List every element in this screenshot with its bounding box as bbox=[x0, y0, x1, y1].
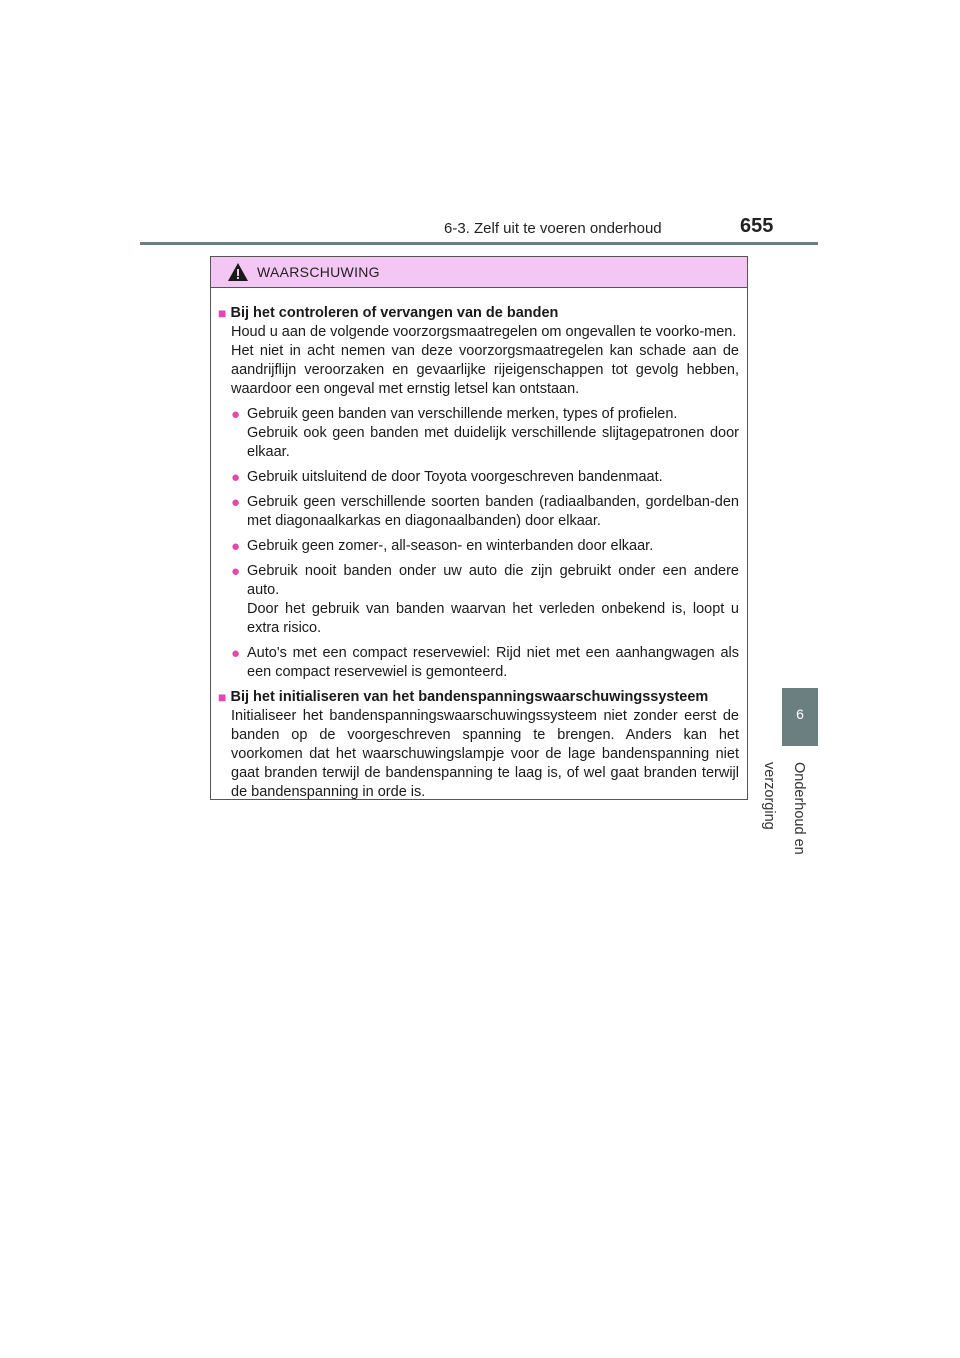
bullet-dot-icon: ● bbox=[231, 406, 241, 423]
paragraph: Het niet in acht nemen van deze voorzorgsmaatregelen kan schade aan de aandrijflijn veroorzaken en gevaarlijke rijeigenschappen tot gevolg hebben, waardoor een ongeval met ernstig letsel kan ontstaan. bbox=[231, 343, 739, 397]
bullet-dot-icon: ● bbox=[231, 538, 241, 555]
chapter-number: 6 bbox=[796, 706, 804, 722]
bullet-line: Gebruik geen zomer-, all-season- en winterbanden door elkaar. bbox=[247, 538, 654, 554]
warning-triangle-icon bbox=[227, 262, 249, 282]
section-title bbox=[218, 304, 739, 323]
bullet-line: Gebruik geen verschillende soorten banden (radiaalbanden, gordelban-den met diagonaalkarkas en diagonaalbanden) door elkaar. bbox=[247, 494, 739, 529]
bullet-line: Gebruik uitsluitend de door Toyota voorgeschreven bandenmaat. bbox=[247, 469, 663, 485]
chapter-label: Onderhoud en verzorging bbox=[761, 762, 807, 855]
square-bullet-icon: ■ bbox=[218, 689, 227, 705]
bullet-text bbox=[247, 468, 739, 487]
warning-body bbox=[211, 288, 747, 802]
bullet-text bbox=[247, 644, 739, 682]
bullet-dot-icon: ● bbox=[231, 494, 241, 511]
header-rule bbox=[140, 242, 818, 245]
warning-title: WAARSCHUWING bbox=[257, 264, 380, 280]
bullet-dot-icon: ● bbox=[231, 645, 241, 662]
warning-header bbox=[211, 257, 747, 288]
chapter-tab bbox=[782, 688, 818, 746]
bullet-line: Gebruik geen banden van verschillende merken, types of profielen. bbox=[247, 406, 678, 422]
bullet-text bbox=[247, 405, 739, 462]
bullet-item bbox=[231, 468, 739, 487]
bullet-dot-icon: ● bbox=[231, 469, 241, 486]
bullet-item bbox=[231, 537, 739, 556]
bullet-line: Door het gebruik van banden waarvan het verleden onbekend is, loopt u extra risico. bbox=[247, 601, 739, 636]
bullet-item bbox=[231, 562, 739, 638]
bullet-text bbox=[247, 562, 739, 638]
paragraph: Houd u aan de volgende voorzorgsmaatregelen om ongevallen te voorko-men. bbox=[231, 324, 737, 340]
section-title-text: Bij het controleren of vervangen van de banden bbox=[230, 305, 559, 321]
warning-box bbox=[210, 256, 748, 800]
bullet-item bbox=[231, 493, 739, 531]
bullet-item bbox=[231, 644, 739, 682]
paragraph: Initialiseer het bandenspanningswaarschuwingssysteem niet zonder eerst de banden op de voorgeschreven spanning te brengen. Anders kan het voorkomen dat het waarschuwingslampje voor de lage bandenspanning niet gaat branden terwijl de bandenspanning te laag is, of wel gaat branden terwijl de bandenspanning in orde is. bbox=[231, 708, 739, 800]
section-title bbox=[218, 688, 739, 707]
page-header-section: 6-3. Zelf uit te voeren onderhoud bbox=[444, 220, 662, 237]
bullet-line: Gebruik ook geen banden met duidelijk verschillende slijtagepatronen door elkaar. bbox=[247, 425, 739, 460]
bullet-dot-icon: ● bbox=[231, 563, 241, 580]
bullet-item bbox=[231, 405, 739, 462]
bullet-line: Auto's met een compact reservewiel: Rijd niet met een aanhangwagen als een compact reservewiel is gemonteerd. bbox=[247, 645, 739, 680]
bullet-text bbox=[247, 493, 739, 531]
bullet-text bbox=[247, 537, 739, 556]
bullet-line: Gebruik nooit banden onder uw auto die zijn gebruikt onder een andere auto. bbox=[247, 563, 739, 598]
page-number: 655 bbox=[740, 215, 774, 237]
square-bullet-icon: ■ bbox=[218, 305, 227, 321]
section-title-text: Bij het initialiseren van het bandenspanningswaarschuwingssysteem bbox=[230, 689, 709, 705]
